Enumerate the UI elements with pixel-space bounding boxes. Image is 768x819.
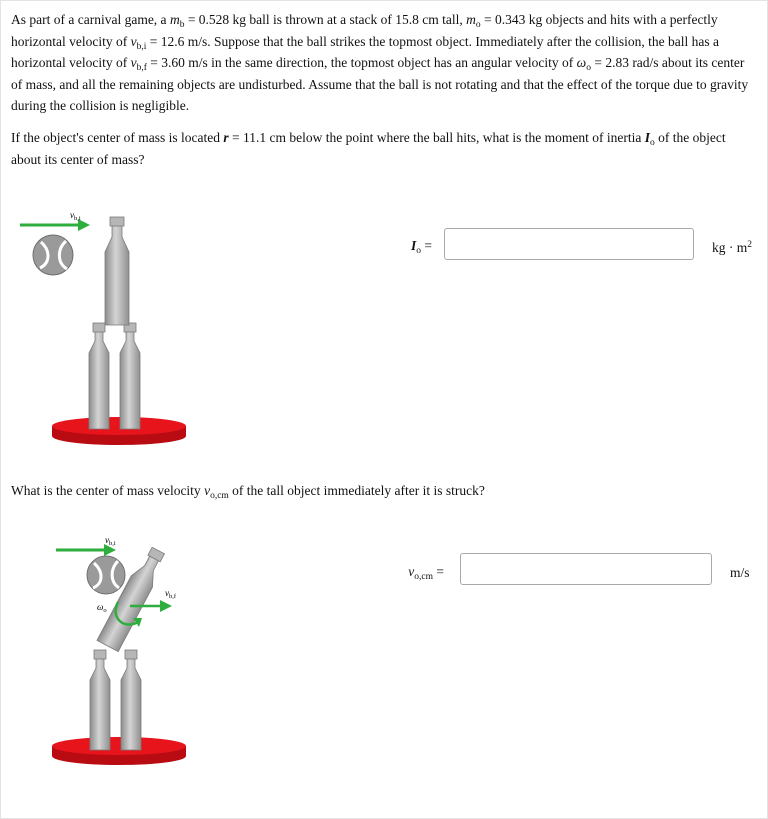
omega-label: $\omega_o$ bbox=[97, 602, 107, 614]
final-arrow-label: $v_{b,f}$ bbox=[165, 588, 177, 600]
incoming-arrow-label: $v_{b,i}$ bbox=[105, 535, 116, 547]
red-base bbox=[52, 417, 186, 445]
arrow-label: $v_{b,i}$ bbox=[70, 210, 81, 222]
bottom-bottle-left bbox=[89, 323, 109, 429]
ball bbox=[87, 556, 125, 594]
ball bbox=[33, 235, 73, 275]
answer2-unit: m/s bbox=[730, 565, 750, 580]
center-of-mass-velocity-input[interactable] bbox=[460, 553, 712, 585]
question-moment-of-inertia: If the object's center of mass is located r = 11.1 cm below the point where the ball hits, what is the moment of inertia $I_o$ of the object about its center of mass? bbox=[11, 130, 726, 167]
figure-collision bbox=[20, 530, 195, 770]
red-base bbox=[52, 737, 186, 765]
figure-ball-stack bbox=[20, 205, 195, 450]
bottom-bottle-right bbox=[121, 650, 141, 750]
incoming-velocity-arrow-icon bbox=[56, 544, 116, 556]
bottom-bottle-right bbox=[120, 323, 140, 429]
moment-of-inertia-input[interactable] bbox=[444, 228, 694, 260]
answer1-label: $I_o$ = bbox=[410, 238, 432, 256]
answer2-label: $v_{o,cm}$ = bbox=[408, 564, 444, 582]
answer1-unit: kg · $m^2$ bbox=[712, 240, 752, 255]
top-bottle bbox=[105, 217, 129, 325]
problem-statement: As part of a carnival game, a $m_b = 0.528$ kg ball is thrown at a stack of 15.8 cm tall, $m_o = 0.343$ kg objects and hits with a perfectly horizontal velocity of $v_{b,i} = 12.6$ m/s. Suppose that the ball strikes the topmost object. Immediately after the collision, the ball has a horizontal velocity of $v_{b,f} = 3.60$ m/s in the same direction, the topmost object has an angular velocity of $\omega_o = 2.83$ rad/s about its center of mass, and all the remaining objects are undisturbed. Assume that the ball is not rotating and that the effect of the torque due to gravity during the collision is negligible. bbox=[11, 12, 749, 113]
question-center-of-mass-velocity: What is the center of mass velocity $v_{o,cm}$ of the tall object immediately after it is struck? bbox=[11, 483, 485, 501]
bottom-bottle-left bbox=[90, 650, 110, 750]
